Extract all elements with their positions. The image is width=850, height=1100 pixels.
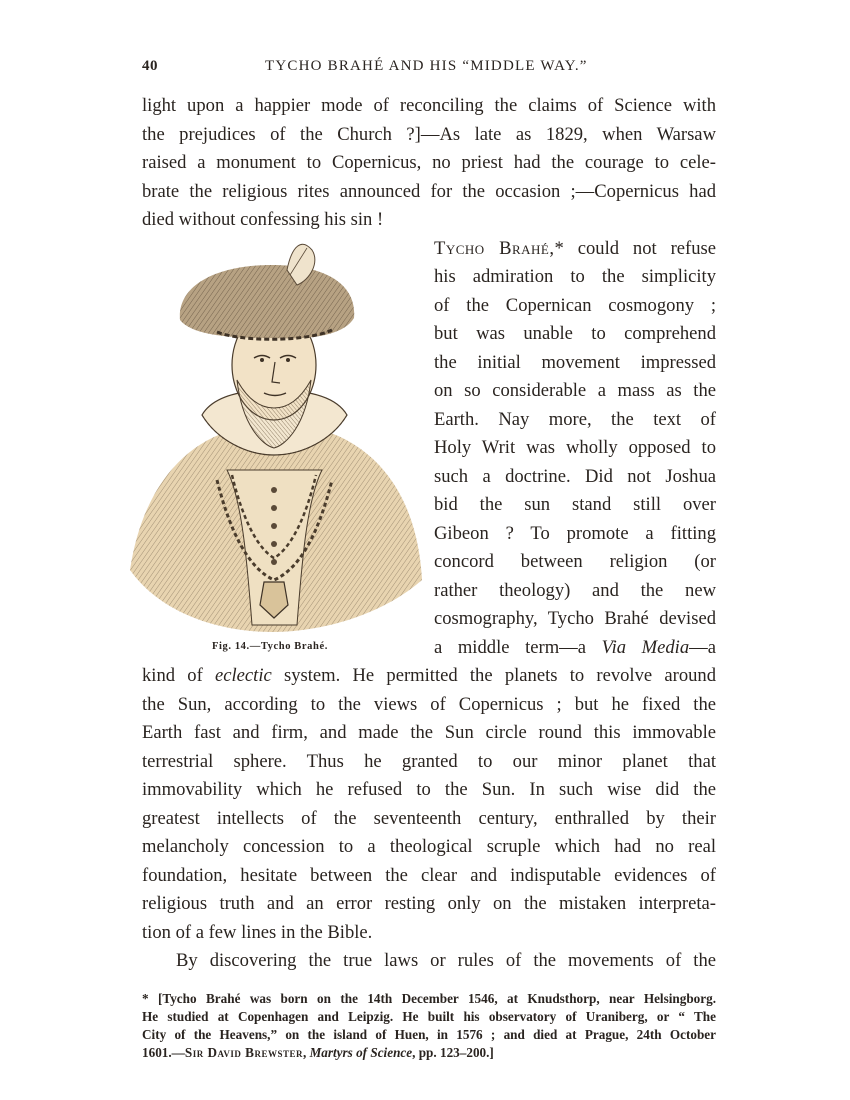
text-line: rather theology) and the new [434,580,716,601]
text-fragment: kind of [142,665,215,686]
text-line: the initial movement impressed [434,352,716,373]
text-line: immovability which he refused to the Sun. In such wise did the [142,779,716,800]
text-line: Earth fast and firm, and made the Sun circle round this immovable [142,722,716,743]
text-line: the Sun, according to the views of Copernicus ; but he fixed the [142,694,716,715]
page-number: 40 [142,58,158,74]
text-fragment: system. He permitted the planets to revolve around [271,665,717,686]
text-fragment: 1601.— [142,1045,185,1060]
text-line: cosmography, Tycho Brahé devised [434,608,716,629]
text-line: greatest intellects of the seventeenth century, enthralled by their [142,808,716,829]
text-line: brate the religious rites announced for the occasion ;—Copernicus had [142,181,716,202]
person-name: Tycho Brahé, [434,238,555,259]
italic-term: Via Media [601,637,690,658]
text-line: on so considerable a mass as the [434,380,716,401]
footnote-line: City of the Heavens,” on the island of Huen, in 1576 ; and died at Prague, 24th October [142,1027,716,1042]
text-fragment: —a [689,637,717,658]
text-line: raised a monument to Copernicus, no priest had the courage to cele- [142,152,716,173]
text-line: of the Copernican cosmogony ; [434,295,716,316]
running-title: TYCHO BRAHÉ AND HIS “MIDDLE WAY.” [265,58,588,74]
footnote-line: He studied at Copenhagen and Leipzig. He built his observatory of Uraniberg, or “ The [142,1009,716,1024]
text-line [434,634,716,662]
text-line: melancholy concession to a theological scruple which had no real [142,836,716,857]
figure-caption: Fig. 14.—Tycho Brahé. [212,641,328,652]
book-title: Martyrs of Science [309,1045,413,1060]
text-line [142,662,716,690]
text-line: By discovering the true laws or rules of the movements of the [176,950,716,971]
text-line: concord between religion (or [434,551,716,572]
text-fragment: * could not refuse [554,238,717,259]
text-line: but was unable to comprehend [434,323,716,344]
author-name: Sir David Brewster [184,1045,303,1060]
text-line: such a doctrine. Did not Joshua [434,466,716,487]
text-line: terrestrial sphere. Thus he granted to our minor planet that [142,751,716,772]
text-line: Earth. Nay more, the text of [434,409,716,430]
text-line: Holy Writ was wholly opposed to [434,437,716,458]
text-line: tion of a few lines in the Bible. [142,922,373,943]
text-line: bid the sun stand still over [434,494,716,515]
text-line: religious truth and an error resting only on the mistaken interpreta- [142,893,716,914]
text-line: light upon a happier mode of reconciling the claims of Science with [142,95,716,116]
italic-term: eclectic [215,665,272,686]
text-fragment: a middle term—a [434,637,602,658]
text-fragment: , pp. 123–200.] [412,1045,494,1060]
footnote-line: * [Tycho Brahé was born on the 14th December 1546, at Knudsthorp, near Helsingborg. [142,991,716,1006]
text-line: his admiration to the simplicity [434,266,716,287]
text-line [434,235,716,263]
text-line: Gibeon ? To promote a fitting [434,523,716,544]
text-line: foundation, hesitate between the clear and indisputable evidences of [142,865,716,886]
footnote-line [142,1044,716,1062]
tycho-brahe-portrait [122,240,428,640]
text-fragment: , [302,1045,310,1060]
text-line: the prejudices of the Church ?]—As late as 1829, when Warsaw [142,124,716,145]
text-line: died without confessing his sin ! [142,209,384,230]
